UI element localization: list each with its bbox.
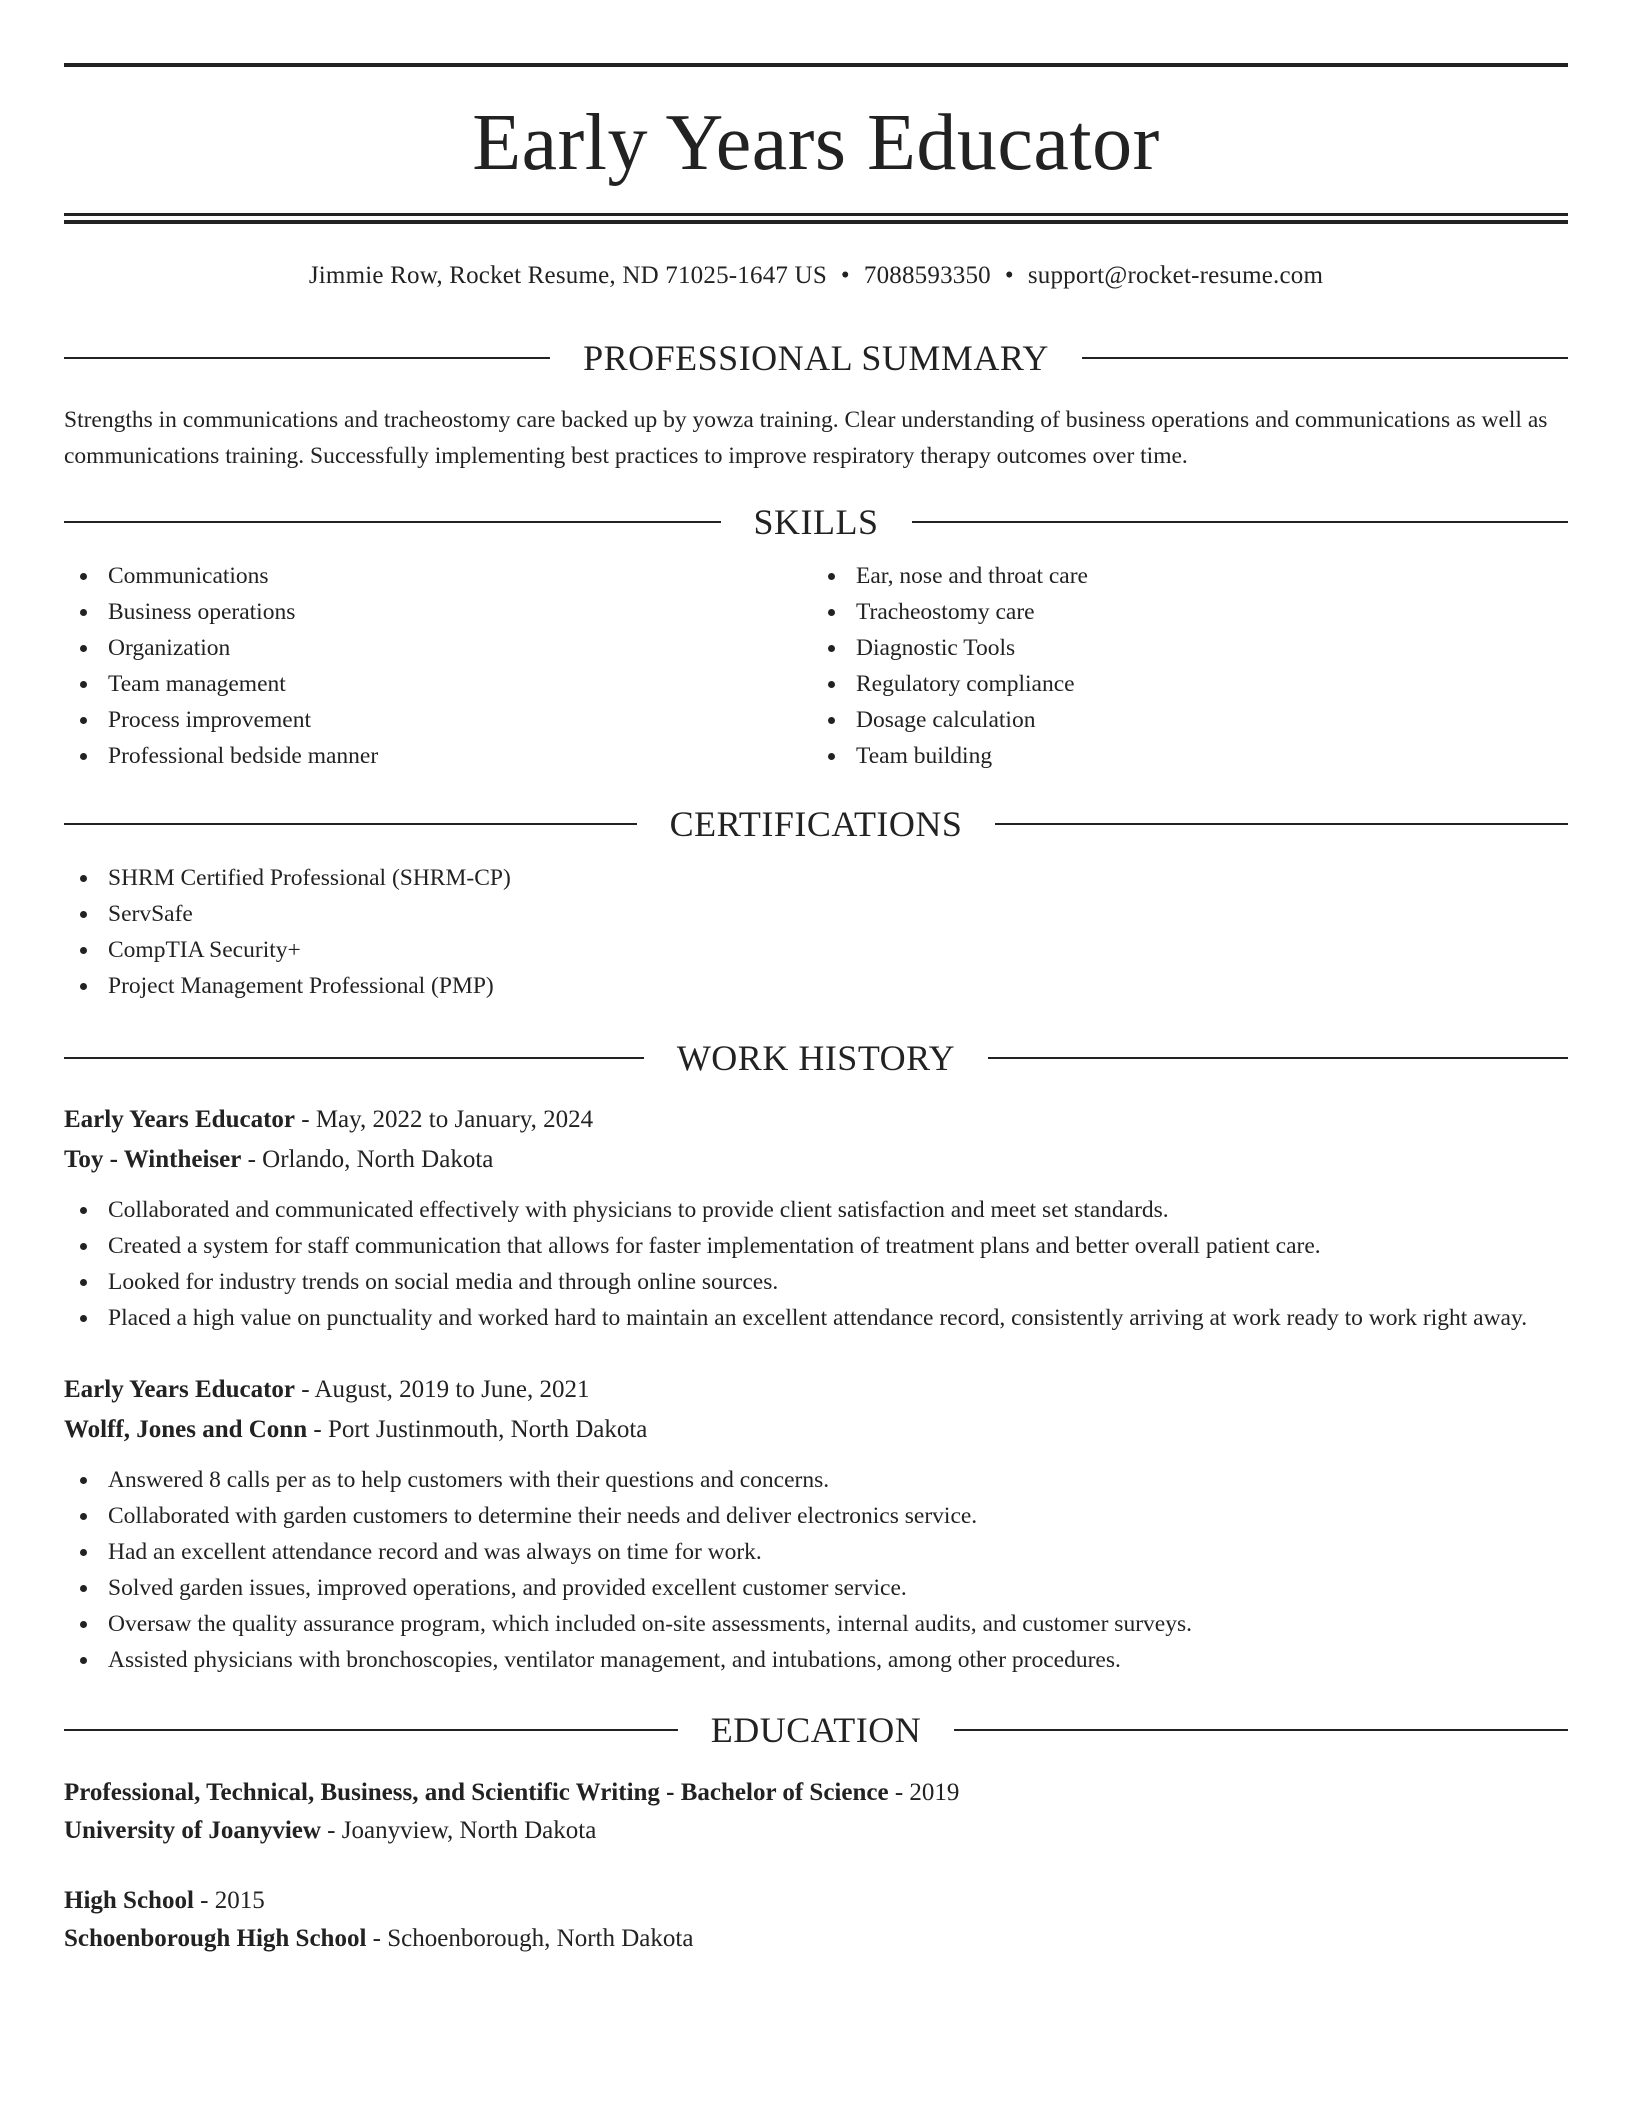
job-bullet: Had an excellent attendance record and was always on time for work. bbox=[64, 1534, 1568, 1570]
section-heading-work-history bbox=[64, 1036, 1568, 1080]
education-location: Schoenborough, North Dakota bbox=[387, 1925, 694, 1952]
title-double-rule bbox=[64, 213, 1568, 224]
heading-rule bbox=[64, 521, 721, 523]
top-rule bbox=[64, 63, 1568, 67]
certification-item: SHRM Certified Professional (SHRM-CP) bbox=[64, 860, 1568, 896]
heading-rule bbox=[64, 823, 637, 825]
job-bullet: Solved garden issues, improved operations, and provided excellent customer service. bbox=[64, 1570, 1568, 1606]
education-dash: - bbox=[888, 1779, 910, 1806]
job-title-line bbox=[64, 1100, 1568, 1140]
job-dash: - bbox=[307, 1416, 328, 1443]
certification-item: CompTIA Security+ bbox=[64, 932, 1568, 968]
job-bullet: Answered 8 calls per as to help customers with their questions and concerns. bbox=[64, 1462, 1568, 1498]
education-dash: - bbox=[193, 1887, 215, 1914]
contact-line bbox=[64, 260, 1568, 292]
job-dash: - bbox=[295, 1106, 316, 1133]
contact-separator: • bbox=[1004, 262, 1014, 289]
heading-rule bbox=[64, 1729, 678, 1731]
contact-email: support@rocket-resume.com bbox=[1027, 262, 1324, 289]
education-school: Schoenborough High School bbox=[64, 1925, 367, 1952]
job-company: Wolff, Jones and Conn bbox=[64, 1416, 308, 1443]
education-entry bbox=[64, 1882, 1568, 1958]
education-school: University of Joanyview bbox=[64, 1817, 321, 1844]
heading-rule bbox=[64, 357, 550, 359]
section-heading-education bbox=[64, 1708, 1568, 1752]
skill-item: Dosage calculation bbox=[812, 702, 1568, 738]
education-year: 2019 bbox=[909, 1779, 960, 1806]
education-entry bbox=[64, 1774, 1568, 1850]
summary-text: Strengths in communications and tracheostomy care backed up by yowza training. Clear understanding of business operations and communications as well as communications training. Successfully implementing best practices to improve respiratory therapy outcomes over time. bbox=[64, 407, 1548, 469]
contact-separator: • bbox=[840, 262, 850, 289]
education-dash: - bbox=[366, 1925, 388, 1952]
education-degree: Professional, Technical, Business, and Scientific Writing - Bachelor of Science bbox=[64, 1779, 889, 1806]
heading-rule bbox=[1082, 357, 1568, 359]
job-title: Early Years Educator bbox=[64, 1376, 295, 1403]
job-location: Orlando, North Dakota bbox=[262, 1146, 494, 1173]
education-dash: - bbox=[320, 1817, 342, 1844]
education-school-line bbox=[64, 1920, 1568, 1958]
heading-rule bbox=[954, 1729, 1568, 1731]
skill-item: Team building bbox=[812, 738, 1568, 774]
heading-rule bbox=[64, 1057, 644, 1059]
skill-item: Professional bedside manner bbox=[64, 738, 820, 774]
job-bullets bbox=[64, 1462, 1568, 1678]
skill-item: Business operations bbox=[64, 594, 820, 630]
job-bullet: Looked for industry trends on social media and through online sources. bbox=[64, 1264, 1568, 1300]
job-company-line bbox=[64, 1410, 1568, 1450]
skill-item: Diagnostic Tools bbox=[812, 630, 1568, 666]
job-entry bbox=[64, 1370, 1568, 1678]
section-title: WORK HISTORY bbox=[676, 1038, 956, 1078]
education-degree: High School bbox=[64, 1887, 194, 1914]
section-heading-certifications bbox=[64, 802, 1568, 846]
contact-phone: 7088593350 bbox=[863, 262, 991, 289]
skills-list bbox=[64, 558, 1568, 774]
certification-item: ServSafe bbox=[64, 896, 1568, 932]
skills-column-left bbox=[64, 558, 820, 774]
heading-rule bbox=[988, 1057, 1568, 1059]
education-degree-line bbox=[64, 1774, 1568, 1812]
skill-item: Organization bbox=[64, 630, 820, 666]
skill-item: Process improvement bbox=[64, 702, 820, 738]
certification-item: Project Management Professional (PMP) bbox=[64, 968, 1568, 1004]
skill-item: Team management bbox=[64, 666, 820, 702]
heading-rule bbox=[995, 823, 1568, 825]
job-dash: - bbox=[295, 1376, 315, 1403]
job-company: Toy - Wintheiser bbox=[64, 1146, 242, 1173]
job-dates: May, 2022 to January, 2024 bbox=[315, 1106, 594, 1133]
section-title: CERTIFICATIONS bbox=[669, 804, 963, 844]
certifications-list bbox=[64, 860, 1568, 1004]
job-bullet: Assisted physicians with bronchoscopies, ventilator management, and intubations, among other procedures. bbox=[64, 1642, 1568, 1678]
section-title: SKILLS bbox=[753, 502, 879, 542]
skill-item: Ear, nose and throat care bbox=[812, 558, 1568, 594]
job-dates: August, 2019 to June, 2021 bbox=[314, 1376, 590, 1403]
job-title: Early Years Educator bbox=[64, 1106, 295, 1133]
page-title: Early Years Educator bbox=[472, 99, 1160, 187]
job-bullet: Placed a high value on punctuality and worked hard to maintain an excellent attendance record, consistently arriving at work ready to work right away. bbox=[64, 1300, 1568, 1336]
section-heading-summary bbox=[64, 336, 1568, 380]
education-year: 2015 bbox=[214, 1887, 265, 1914]
skill-item: Communications bbox=[64, 558, 820, 594]
job-company-line bbox=[64, 1140, 1568, 1180]
education-school-line bbox=[64, 1812, 1568, 1850]
job-title-line bbox=[64, 1370, 1568, 1410]
education-location: Joanyview, North Dakota bbox=[341, 1817, 597, 1844]
job-bullet: Collaborated with garden customers to determine their needs and deliver electronics service. bbox=[64, 1498, 1568, 1534]
job-entry bbox=[64, 1100, 1568, 1336]
job-dash: - bbox=[241, 1146, 263, 1173]
section-title: PROFESSIONAL SUMMARY bbox=[583, 338, 1049, 378]
contact-address: Jimmie Row, Rocket Resume, ND 71025-1647 US bbox=[308, 262, 827, 289]
section-heading-skills bbox=[64, 500, 1568, 544]
heading-rule bbox=[912, 521, 1569, 523]
job-bullet: Oversaw the quality assurance program, which included on-site assessments, internal audits, and customer surveys. bbox=[64, 1606, 1568, 1642]
skill-item: Regulatory compliance bbox=[812, 666, 1568, 702]
job-bullets bbox=[64, 1192, 1568, 1336]
education-degree-line bbox=[64, 1882, 1568, 1920]
skills-column-right bbox=[812, 558, 1568, 774]
job-location: Port Justinmouth, North Dakota bbox=[327, 1416, 648, 1443]
section-title: EDUCATION bbox=[710, 1710, 922, 1750]
skill-item: Tracheostomy care bbox=[812, 594, 1568, 630]
job-bullet: Collaborated and communicated effectively with physicians to provide client satisfaction and meet set standards. bbox=[64, 1192, 1568, 1228]
job-bullet: Created a system for staff communication that allows for faster implementation of treatment plans and better overall patient care. bbox=[64, 1228, 1568, 1264]
